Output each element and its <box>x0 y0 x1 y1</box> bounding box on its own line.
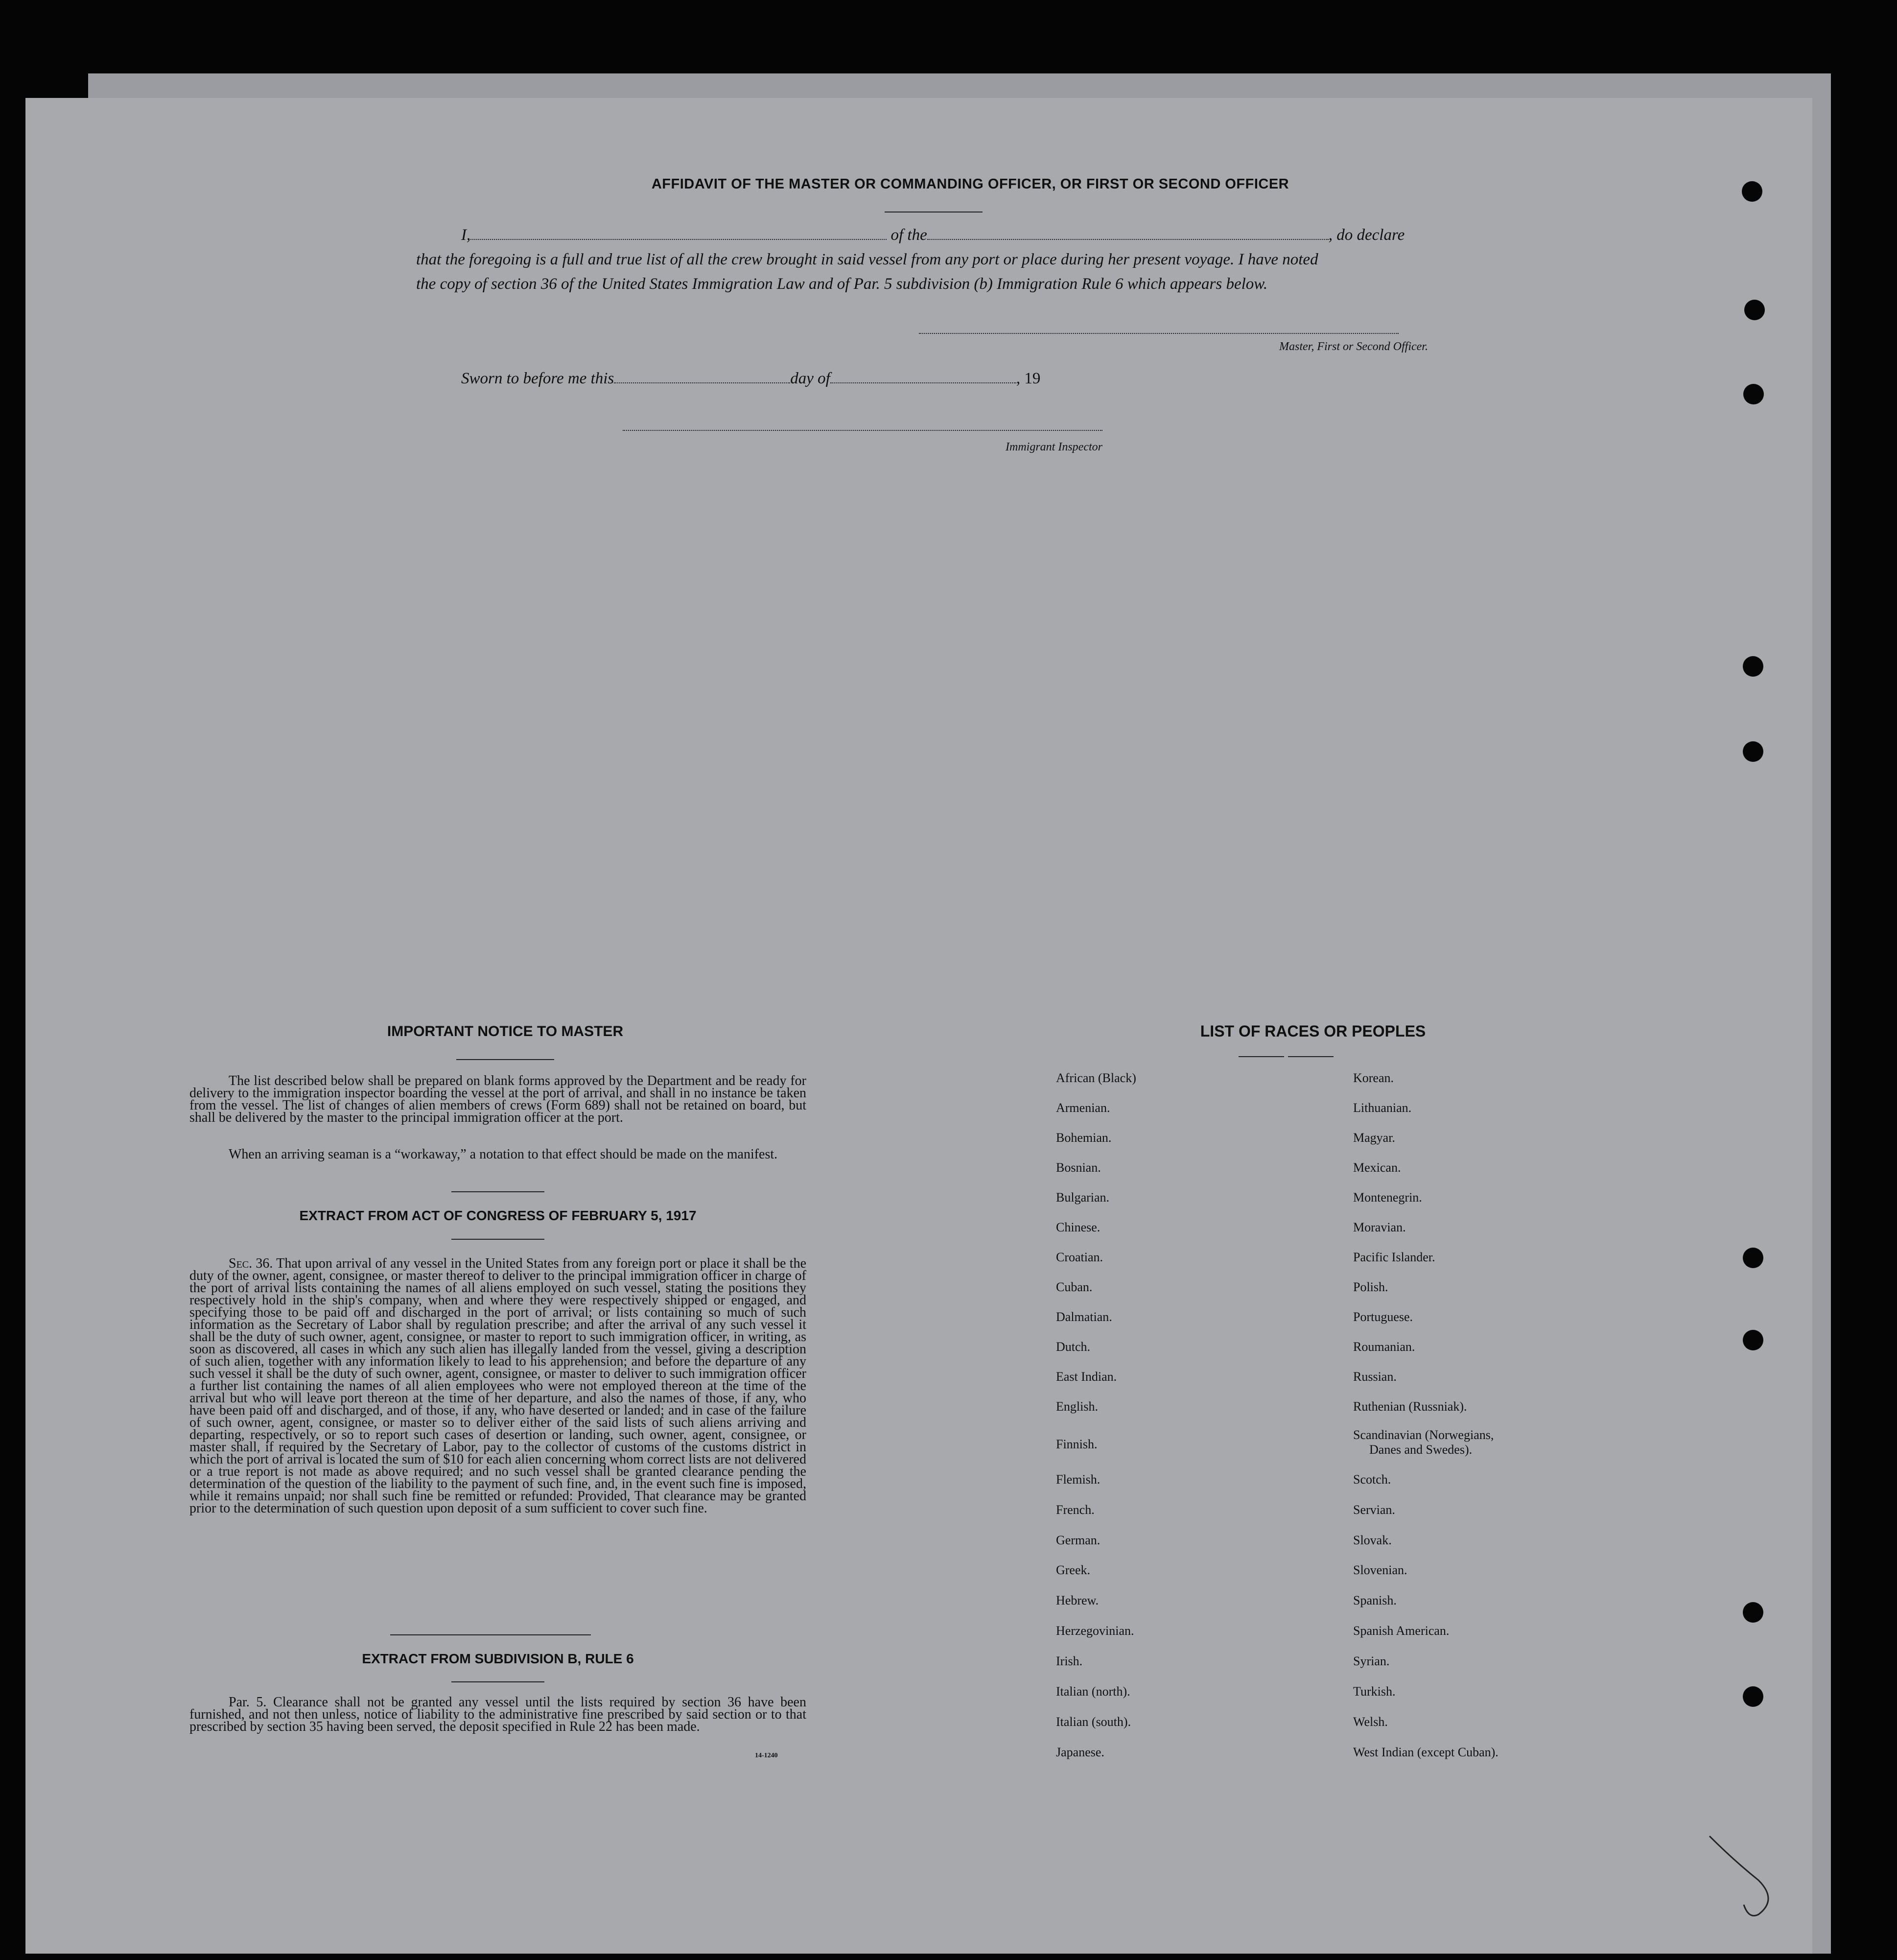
race-item: Scandinavian (Norwegians, <box>1353 1428 1494 1442</box>
day-blank[interactable] <box>614 372 790 383</box>
par-5-text: Par. 5. Clearance shall not be granted any vessel until the lists required by section 36 have been furnished, and not then unless, notice of liability to the administrative fine prescribed by said section or to that prescribed by section 35 having been served, the deposit specified in Rule 22 has been made. <box>189 1695 806 1734</box>
race-item: Herzegovinian. <box>1056 1624 1134 1638</box>
race-item: German. <box>1056 1533 1101 1547</box>
notice-title: IMPORTANT NOTICE TO MASTER <box>387 1023 624 1039</box>
affidavit-of-the: of the <box>890 226 927 244</box>
race-item: Bosnian. <box>1056 1160 1101 1175</box>
affidavit-i: I, <box>461 226 471 244</box>
race-item: Chinese. <box>1056 1220 1101 1234</box>
race-item: West Indian (except Cuban). <box>1353 1745 1499 1759</box>
affidavit-text-line-3: the copy of section 36 of the United States Immigration Law and of Par. 5 subdivision (b) Immigration Rule 6 which appears below. <box>416 275 1268 293</box>
pencil-mark <box>1705 1826 1783 1924</box>
race-item: Magyar. <box>1353 1131 1395 1145</box>
notice-paragraph-1: The list described below shall be prepared on blank forms approved by the Department and be ready for delivery to the immigration inspector boarding the vessel at the port of arrival, and shall in no instance be taken from the vessel. The list of changes of alien members of crews (Form 689) shall not be retained on board, but shall be delivered by the master to the principal immigration officer at the port. <box>189 1073 806 1125</box>
race-item: Pacific Islander. <box>1353 1250 1435 1264</box>
race-item: Ruthenian (Russniak). <box>1353 1399 1467 1414</box>
name-blank[interactable] <box>470 228 887 240</box>
races-divider-right <box>1288 1056 1334 1057</box>
race-item: Servian. <box>1353 1503 1395 1517</box>
race-item: Dutch. <box>1056 1340 1091 1354</box>
act-divider-top <box>451 1191 544 1192</box>
punch-hole <box>1743 1686 1763 1707</box>
punch-hole <box>1744 300 1765 320</box>
affidavit-text-line-2: that the foregoing is a full and true list of all the crew brought in said vessel from any port or place during her present voyage. I have noted <box>416 251 1318 268</box>
race-item: Irish. <box>1056 1654 1083 1668</box>
punch-hole <box>1743 1330 1763 1350</box>
race-item: Slovak. <box>1353 1533 1392 1547</box>
extract-rule-title: EXTRACT FROM SUBDIVISION B, RULE 6 <box>362 1651 634 1666</box>
punch-hole <box>1743 656 1763 677</box>
race-item: Montenegrin. <box>1353 1190 1422 1204</box>
races-title: LIST OF RACES OR PEOPLES <box>1200 1022 1426 1040</box>
race-item: Cuban. <box>1056 1280 1093 1294</box>
race-item: Portuguese. <box>1353 1310 1413 1324</box>
race-item: East Indian. <box>1056 1370 1117 1384</box>
section-36-body: That upon arrival of any vessel in the United States from any foreign port or place it shall be the duty of the owner, agent, consignee, or master thereof to deliver to the principal immigration officer in charge of the port of arrival lists containing the names of all aliens employed on such vessel, stating the positions they respectively hold in the ship's company, when and where they were respectively shipped or engaged, and specifying those to be paid off and discharged in the port of arrival; or lists containing so much of such information as the Secretary of Labor shall by regulation prescribe; and after the arrival of any such vessel it shall be the duty of such owner, agent, consignee, or master to report to such immigration officer, in writing, as soon as discovered, all cases in which any such alien has illegally landed from the vessel, giving a description of such alien, together with any information likely to lead to his apprehension; and before the departure of any such vessel it shall be the duty of such owner, agent, consignee, or master to deliver to such immigration officer a further list containing the names of all alien employees who were not employed thereon at the time of the arrival but who will leave port thereon at the time of her departure, and also the names of those, if any, who have been paid off and discharged, and of those, if any, who have deserted or landed; and in case of the failure of such owner, agent, consignee, or master so to deliver either of the said lists of such aliens arriving and departing, respectively, or so to report such cases of desertion or landing, such owner, agent, consignee, or master shall, if required by the Secretary of Labor, pay to the collector of customs of the customs district in which the port of arrival is located the sum of $10 for each alien concerning whom correct lists are not delivered or a true report is not made as above required; and no such vessel shall be granted clearance pending the determination of the question of the liability to the payment of such fine, and, in the event such fine is imposed, while it remains unpaid; nor shall such fine be remitted or refunded: Provided, That clearance may be granted prior to the determination of such question upon deposit of a sum sufficient to cover such fine. <box>189 1256 806 1516</box>
race-item: Mexican. <box>1353 1160 1401 1175</box>
punch-hole <box>1743 741 1763 762</box>
inspector-signature-line[interactable] <box>623 430 1102 431</box>
race-item: Italian (south). <box>1056 1715 1131 1729</box>
month-blank[interactable] <box>830 372 1016 383</box>
master-signature-line[interactable] <box>919 333 1399 334</box>
race-item: Hebrew. <box>1056 1593 1099 1607</box>
race-item: African (Black) <box>1056 1071 1136 1085</box>
punch-hole <box>1743 384 1764 404</box>
race-item: Roumanian. <box>1353 1340 1415 1354</box>
race-item: Syrian. <box>1353 1654 1390 1668</box>
form-number: 14-1240 <box>755 1752 778 1759</box>
race-item: Italian (north). <box>1056 1684 1130 1699</box>
race-item: Korean. <box>1353 1071 1394 1085</box>
race-item: Polish. <box>1353 1280 1388 1294</box>
notice-divider <box>456 1059 554 1060</box>
race-item: Finnish. <box>1056 1437 1098 1451</box>
affidavit-do-declare: , do declare <box>1328 226 1405 244</box>
race-item: Bulgarian. <box>1056 1190 1110 1204</box>
form-page <box>25 98 1812 1954</box>
title-divider <box>885 212 983 213</box>
race-item: Spanish. <box>1353 1593 1397 1607</box>
section-36-label: Sec. 36. <box>229 1256 273 1271</box>
extract-act-title: EXTRACT FROM ACT OF CONGRESS OF FEBRUARY 5, 1917 <box>299 1208 697 1223</box>
rule-divider-bottom <box>451 1681 544 1682</box>
race-item: Moravian. <box>1353 1220 1406 1234</box>
punch-hole <box>1742 181 1762 202</box>
inspector-label: Immigrant Inspector <box>1006 441 1102 453</box>
race-item: French. <box>1056 1503 1095 1517</box>
sworn-text: Sworn to before me this <box>461 370 614 387</box>
race-item: Slovenian. <box>1353 1563 1407 1577</box>
race-item: Spanish American. <box>1353 1624 1450 1638</box>
race-item: Scotch. <box>1353 1472 1391 1487</box>
race-item: Dalmatian. <box>1056 1310 1112 1324</box>
year-text: , 19 <box>1016 370 1041 387</box>
affidavit-title: AFFIDAVIT OF THE MASTER OR COMMANDING OFFICER, OR FIRST OR SECOND OFFICER <box>651 176 1289 192</box>
race-item: Greek. <box>1056 1563 1091 1577</box>
race-item: Lithuanian. <box>1353 1101 1412 1115</box>
race-item: Turkish. <box>1353 1684 1396 1699</box>
master-signature-label: Master, First or Second Officer. <box>1279 340 1428 353</box>
notice-paragraph-2: When an arriving seaman is a “workaway,” a notation to that effect should be made on the manifest. <box>229 1147 778 1162</box>
punch-hole <box>1743 1602 1763 1623</box>
race-item: Flemish. <box>1056 1472 1101 1487</box>
affidavit-declaration-line <box>461 226 1440 244</box>
rule-divider-top <box>390 1634 591 1635</box>
section-36-text <box>189 1257 806 1514</box>
race-item: Japanese. <box>1056 1745 1104 1759</box>
sworn-line <box>461 370 1147 388</box>
races-divider-left <box>1239 1056 1284 1057</box>
race-item: Bohemian. <box>1056 1131 1112 1145</box>
day-of-text: day of <box>790 370 830 387</box>
race-item: Croatian. <box>1056 1250 1103 1264</box>
vessel-blank[interactable] <box>927 228 1329 240</box>
race-item: English. <box>1056 1399 1098 1414</box>
race-item-continuation: Danes and Swedes). <box>1369 1442 1473 1457</box>
punch-hole <box>1743 1248 1763 1268</box>
race-item: Armenian. <box>1056 1101 1110 1115</box>
race-item: Welsh. <box>1353 1715 1388 1729</box>
act-divider-bottom <box>451 1239 544 1240</box>
race-item: Russian. <box>1353 1370 1397 1384</box>
